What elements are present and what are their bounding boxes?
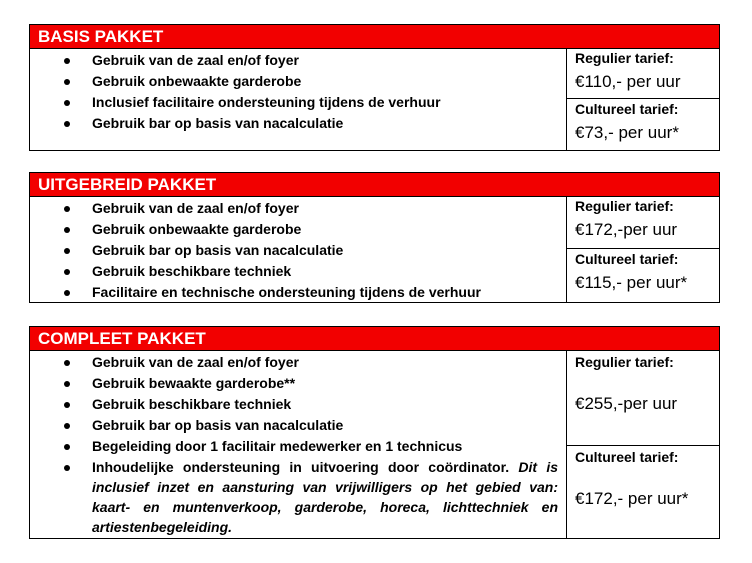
list-item: Facilitaire en technische ondersteuning tijdens de verhuur	[92, 284, 481, 300]
regular-price-value: €110,- per uur	[575, 72, 681, 91]
feature-list	[30, 49, 567, 150]
cultural-price-label: Cultureel tarief:	[575, 251, 679, 267]
regular-price-label: Regulier tarief:	[575, 50, 674, 66]
package-basis	[29, 24, 720, 151]
list-item: Gebruik bar op basis van nacalculatie	[92, 242, 344, 258]
list-item: Gebruik onbewaakte garderobe	[92, 73, 302, 89]
list-item: Gebruik beschikbare techniek	[92, 396, 292, 412]
cultural-price-label: Cultureel tarief:	[575, 101, 679, 117]
cultural-price-label: Cultureel tarief:	[575, 449, 679, 465]
long-feature-italic: Dit is inclusief inzet en aansturing van vrijwilligers op het gebied van: kaart- en muntenverkoop, garderobe, horeca, lichttechniek en artiestenbegeleiding.	[92, 459, 558, 535]
list-item: Gebruik bar op basis van nacalculatie	[92, 115, 344, 131]
cultural-price-cell	[567, 445, 719, 538]
list-item: Gebruik bewaakte garderobe**	[92, 375, 296, 391]
regular-price-cell	[567, 197, 719, 248]
list-item: Gebruik van de zaal en/of foyer	[92, 354, 299, 370]
list-item: Begeleiding door 1 facilitair medewerker en 1 technicus	[92, 438, 463, 454]
price-column	[567, 197, 719, 302]
package-title: COMPLEET PAKKET	[29, 326, 720, 350]
list-item: Gebruik van de zaal en/of foyer	[92, 200, 299, 216]
package-title: BASIS PAKKET	[29, 24, 720, 48]
regular-price-value: €172,-per uur	[575, 220, 678, 239]
regular-price-cell	[567, 351, 719, 445]
cultural-price-value: €172,- per uur*	[575, 489, 689, 508]
cultural-price-value: €115,- per uur*	[575, 273, 688, 292]
list-item: Inclusief facilitaire ondersteuning tijdens de verhuur	[92, 94, 441, 110]
cultural-price-cell	[567, 98, 719, 150]
package-title: UITGEBREID PAKKET	[29, 172, 720, 196]
cultural-price-value: €73,- per uur*	[575, 123, 679, 142]
regular-price-cell	[567, 49, 719, 98]
feature-list	[30, 197, 567, 302]
list-item: Gebruik beschikbare techniek	[92, 263, 292, 279]
list-item: Gebruik bar op basis van nacalculatie	[92, 417, 344, 433]
cultural-price-cell	[567, 248, 719, 302]
price-column	[567, 49, 719, 150]
list-item	[30, 457, 566, 537]
regular-price-label: Regulier tarief:	[575, 354, 674, 370]
list-item: Gebruik onbewaakte garderobe	[92, 221, 302, 237]
feature-list	[30, 351, 567, 538]
long-feature-text: Inhoudelijke ondersteuning in uitvoering door coördinator.	[92, 459, 510, 475]
regular-price-value: €255,-per uur	[575, 394, 678, 413]
list-item: Gebruik van de zaal en/of foyer	[92, 52, 299, 68]
package-uitgebreid	[29, 172, 720, 303]
package-compleet	[29, 326, 720, 539]
regular-price-label: Regulier tarief:	[575, 198, 674, 214]
price-column	[567, 351, 719, 538]
